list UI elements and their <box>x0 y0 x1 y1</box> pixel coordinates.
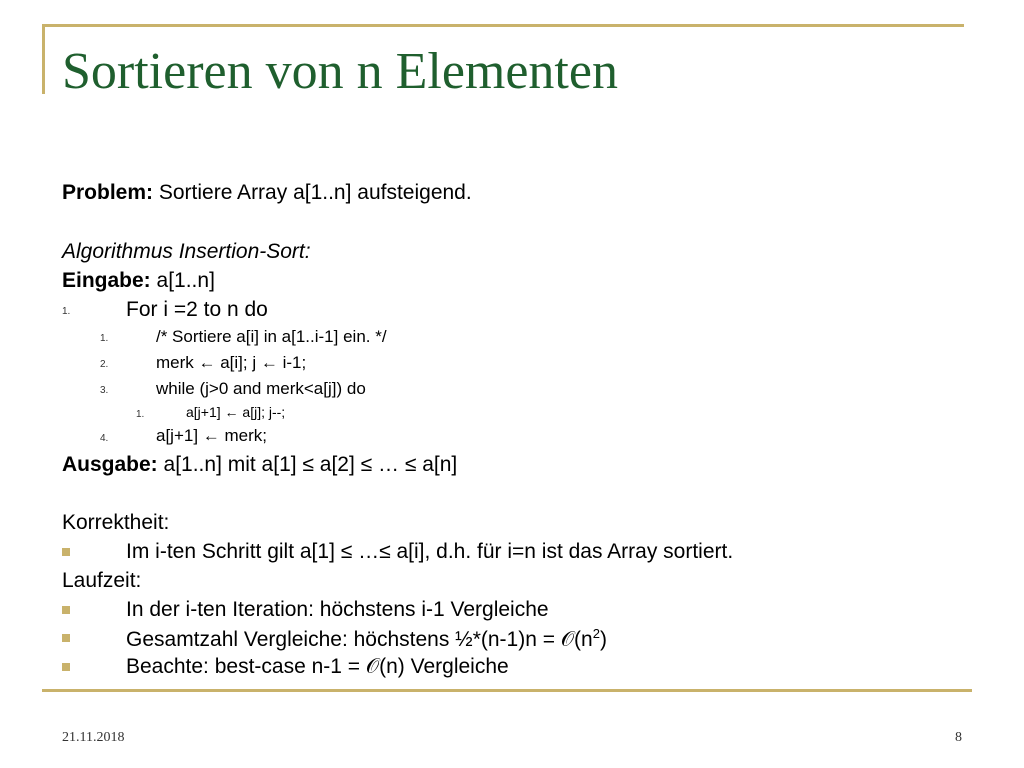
algorithm-name <box>62 240 311 264</box>
algorithm-name-text: Algorithmus Insertion-Sort: <box>62 240 311 263</box>
step-text: a[j+1] ← merk; <box>156 426 268 445</box>
input-label: Eingabe: <box>62 269 151 292</box>
frame-bottom-line <box>42 689 972 692</box>
step-text: while (j>0 and merk<a[j]) do <box>156 379 366 398</box>
step-text: For i =2 to n do <box>126 298 268 321</box>
bullet-icon <box>62 663 70 671</box>
problem-label: Problem: <box>62 181 154 204</box>
bullet-icon <box>62 634 70 642</box>
step-number: 2. <box>100 359 109 370</box>
runtime-item-text: Gesamtzahl Vergleiche: höchstens ½*(n-1)n = 𝒪(n <box>126 628 593 651</box>
bullet-icon <box>62 606 70 614</box>
step-text: a[j+1] ← a[j]; j--; <box>186 404 286 420</box>
runtime-item <box>126 626 607 652</box>
slide-title: Sortieren von n Elementen <box>62 43 618 100</box>
correctness-item: Im i-ten Schritt gilt a[1] ≤ …≤ a[i], d.h. für i=n ist das Array sortiert. <box>126 540 734 563</box>
step-number: 1. <box>136 409 145 420</box>
output-label: Ausgabe: <box>62 453 158 476</box>
exponent: 2 <box>592 626 600 641</box>
output-text: a[1..n] mit a[1] ≤ a[2] ≤ … ≤ a[n] <box>157 453 458 476</box>
runtime-heading: Laufzeit: <box>62 569 142 592</box>
step-number: 3. <box>100 385 109 396</box>
footer-date: 21.11.2018 <box>62 730 125 745</box>
correctness-heading: Korrektheit: <box>62 511 170 534</box>
runtime-item: Beachte: best-case n-1 = 𝒪(n) Vergleiche <box>126 655 509 678</box>
input-line <box>62 269 215 293</box>
step-number: 4. <box>100 433 109 444</box>
closing-paren: ) <box>599 628 607 651</box>
frame-left-line <box>42 24 45 94</box>
step-text: merk ← a[i]; j ← i-1; <box>156 353 307 372</box>
problem-line <box>62 181 472 205</box>
frame-top-line <box>42 24 964 27</box>
step-number: 1. <box>100 333 109 344</box>
bullet-icon <box>62 548 70 556</box>
runtime-item: In der i-ten Iteration: höchstens i-1 Vergleiche <box>126 598 549 621</box>
step-text: /* Sortiere a[i] in a[1..i-1] ein. */ <box>156 327 387 346</box>
output-line <box>62 453 457 477</box>
page-number: 8 <box>955 730 962 745</box>
problem-text: Sortiere Array a[1..n] aufsteigend. <box>153 181 472 204</box>
step-number: 1. <box>62 306 71 317</box>
input-text: a[1..n] <box>150 269 215 292</box>
